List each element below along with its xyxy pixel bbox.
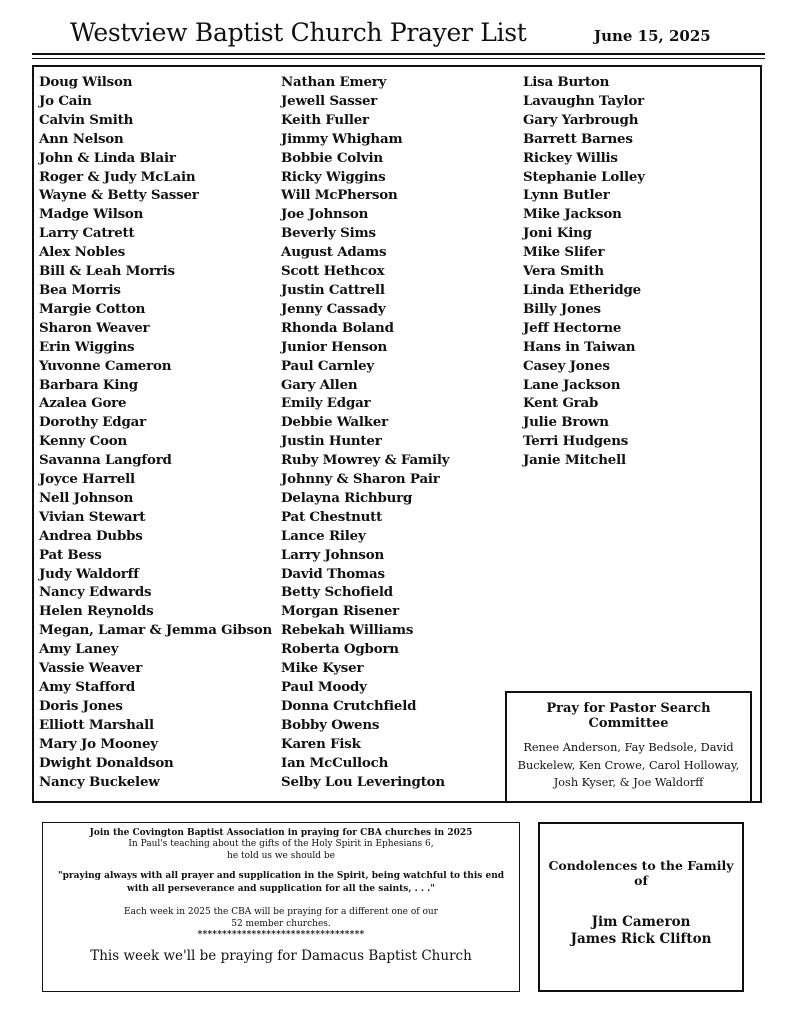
prayer-name: Jimmy Whigham: [281, 130, 403, 147]
prayer-name: Bobby Owens: [281, 716, 380, 733]
prayer-name: Hans in Taiwan: [523, 338, 636, 355]
prayer-name: Rhonda Boland: [281, 319, 394, 336]
prayer-name: Erin Wiggins: [39, 338, 135, 355]
prayer-name: Selby Lou Leverington: [281, 773, 445, 790]
cba-star-divider: **********************************: [197, 930, 365, 940]
prayer-name: Larry Johnson: [281, 546, 384, 563]
prayer-name: Lance Riley: [281, 527, 366, 544]
prayer-column-1: [39, 73, 272, 791]
prayer-name: Sharon Weaver: [39, 319, 150, 336]
prayer-name: Margie Cotton: [39, 300, 146, 317]
prayer-name: Beverly Sims: [281, 225, 376, 242]
prayer-name: Dorothy Edgar: [39, 414, 146, 431]
cba-week-line: Each week in 2025 the CBA will be praying for a different one of our: [124, 907, 438, 917]
prayer-name: Nancy Edwards: [39, 584, 152, 601]
prayer-name: Vassie Weaver: [39, 660, 143, 677]
prayer-name: Helen Reynolds: [39, 603, 154, 620]
prayer-name: Rebekah Williams: [281, 622, 414, 639]
prayer-name: Janie Mitchell: [523, 452, 626, 469]
prayer-name: Lynn Butler: [523, 187, 610, 204]
pastor-search-names: Renee Anderson, Fay Bedsole, David Buckelew, Ken Crowe, Carol Holloway, Josh Kyser, & Joe Waldorff: [517, 741, 740, 789]
prayer-name: Donna Crutchfield: [281, 697, 417, 714]
prayer-name: Gary Allen: [281, 376, 358, 393]
condolences-title: Condolences to the Family of: [548, 858, 734, 888]
prayer-name: Madge Wilson: [39, 206, 144, 223]
prayer-name: Jeff Hectorne: [523, 319, 622, 336]
prayer-name: Johnny & Sharon Pair: [281, 471, 440, 488]
prayer-name: Nathan Emery: [281, 74, 387, 90]
prayer-name: Karen Fisk: [281, 735, 361, 752]
prayer-name: Doris Jones: [39, 697, 123, 714]
prayer-name: Ricky Wiggins: [281, 168, 386, 185]
prayer-name: Larry Catrett: [39, 225, 135, 242]
prayer-name: Justin Hunter: [281, 433, 382, 450]
prayer-name: Megan, Lamar & Jemma Gibson: [39, 622, 273, 639]
prayer-name: Savanna Langford: [39, 452, 172, 469]
prayer-name: Doug Wilson: [39, 74, 133, 90]
prayer-name: Morgan Risener: [281, 603, 400, 620]
prayer-name: Jo Cain: [39, 92, 92, 109]
prayer-name: Nancy Buckelew: [39, 773, 160, 790]
prayer-name: Kenny Coon: [39, 433, 128, 450]
prayer-name: Mike Kyser: [281, 660, 364, 677]
prayer-name: Calvin Smith: [39, 111, 134, 128]
prayer-name: Lisa Burton: [523, 74, 610, 90]
prayer-name: Pat Bess: [39, 546, 102, 563]
prayer-name: Delayna Richburg: [281, 489, 413, 506]
prayer-name: Linda Etheridge: [523, 281, 641, 298]
prayer-name: Mike Jackson: [523, 206, 622, 223]
prayer-name: Nell Johnson: [39, 489, 134, 506]
prayer-name: August Adams: [281, 244, 387, 261]
prayer-name: Jewell Sasser: [281, 92, 378, 109]
cba-churches-line: 52 member churches.: [231, 919, 331, 929]
prayer-column-2: [281, 73, 449, 791]
prayer-name: Gary Yarbrough: [523, 111, 639, 128]
header-rule-thick: [32, 53, 765, 55]
prayer-name: Alex Nobles: [39, 244, 126, 261]
prayer-name: Joni King: [523, 225, 592, 242]
prayer-name: Lane Jackson: [523, 376, 621, 393]
cba-teaching-line: In Paul's teaching about the gifts of the Holy Spirit in Ephesians 6,: [128, 839, 434, 849]
cba-this-week: This week we'll be praying for Damacus Baptist Church: [90, 948, 472, 964]
prayer-name: Vera Smith: [523, 263, 604, 280]
prayer-name: Mike Slifer: [523, 244, 605, 261]
page-date: June 15, 2025: [594, 27, 711, 45]
prayer-name: Barrett Barnes: [523, 130, 633, 147]
prayer-name: Kent Grab: [523, 395, 599, 412]
prayer-name: Justin Cattrell: [281, 281, 385, 298]
prayer-name: Paul Carnley: [281, 357, 374, 374]
prayer-name: Amy Laney: [39, 641, 119, 658]
prayer-name: Vivian Stewart: [39, 508, 146, 525]
prayer-name: Bea Morris: [39, 281, 121, 298]
pastor-search-box: [505, 691, 752, 803]
prayer-name: Amy Stafford: [39, 679, 136, 695]
prayer-name: Will McPherson: [281, 187, 398, 204]
prayer-name: Roberta Ogborn: [281, 641, 399, 658]
prayer-name: Bobbie Colvin: [281, 149, 383, 166]
prayer-name: Azalea Gore: [39, 395, 127, 412]
prayer-name: Terri Hudgens: [523, 433, 629, 450]
prayer-name: Junior Henson: [281, 338, 388, 355]
prayer-name: Roger & Judy McLain: [39, 168, 196, 185]
prayer-name: Ruby Mowrey & Family: [281, 452, 450, 469]
cba-quote: "praying always with all prayer and supplication in the Spirit, being watchful to this end with all perseverance and supplication for all the saints, . . .": [57, 871, 505, 894]
cba-told-line: he told us we should be: [227, 851, 335, 861]
prayer-name: Betty Schofield: [281, 584, 393, 601]
cba-heading: Join the Covington Baptist Association in praying for CBA churches in 2025: [89, 828, 473, 838]
prayer-name: Ian McCulloch: [281, 754, 389, 771]
condolences-name: Jim Cameron: [591, 914, 691, 930]
prayer-name: Joe Johnson: [281, 206, 369, 223]
prayer-name: Stephanie Lolley: [523, 168, 645, 185]
prayer-name: Lavaughn Taylor: [523, 92, 644, 109]
prayer-name: Barbara King: [39, 376, 138, 393]
condolences-box: [538, 822, 744, 992]
prayer-name: David Thomas: [281, 565, 385, 582]
header-rule-thin: [32, 58, 765, 59]
prayer-name: Scott Hethcox: [281, 263, 385, 280]
prayer-name: Elliott Marshall: [39, 716, 154, 733]
prayer-name: John & Linda Blair: [39, 149, 176, 166]
prayer-name: Judy Waldorff: [39, 565, 139, 582]
prayer-name: Keith Fuller: [281, 111, 369, 128]
prayer-name: Billy Jones: [523, 300, 601, 317]
prayer-name: Ann Nelson: [39, 130, 124, 147]
prayer-name: Wayne & Betty Sasser: [39, 187, 199, 204]
prayer-name: Julie Brown: [523, 414, 609, 431]
cba-box: [42, 822, 520, 992]
condolences-name: James Rick Clifton: [570, 931, 712, 947]
page-title: Westview Baptist Church Prayer List: [70, 18, 527, 47]
prayer-name: Pat Chestnutt: [281, 508, 383, 525]
prayer-name: Bill & Leah Morris: [39, 263, 175, 280]
prayer-name: Yuvonne Cameron: [39, 357, 172, 374]
prayer-name: Dwight Donaldson: [39, 754, 174, 771]
prayer-column-3: [523, 73, 645, 470]
pastor-search-title: Pray for Pastor Search Committee: [546, 701, 711, 731]
prayer-name: Rickey Willis: [523, 149, 618, 166]
prayer-name: Emily Edgar: [281, 395, 371, 412]
prayer-name: Joyce Harrell: [39, 471, 135, 488]
prayer-name: Mary Jo Mooney: [39, 735, 158, 752]
prayer-name: Andrea Dubbs: [39, 527, 143, 544]
prayer-name: Debbie Walker: [281, 414, 389, 431]
prayer-name: Paul Moody: [281, 679, 367, 695]
prayer-name: Casey Jones: [523, 357, 610, 374]
prayer-name: Jenny Cassady: [281, 300, 386, 317]
